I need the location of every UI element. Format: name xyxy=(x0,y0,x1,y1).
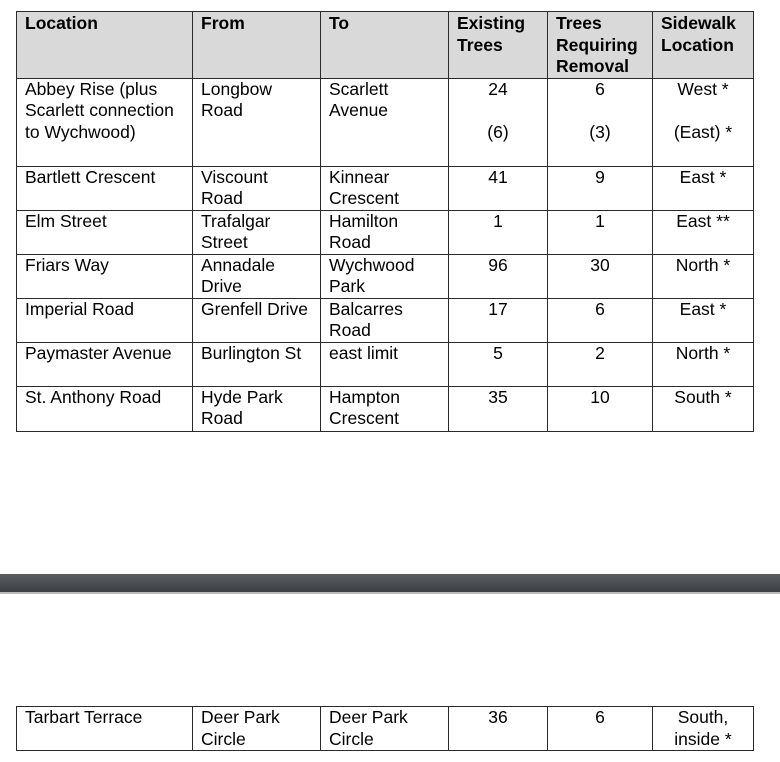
cell-existing-trees: 1 xyxy=(449,210,548,254)
cell-to: Scarlett Avenue xyxy=(321,78,449,166)
header-to: To xyxy=(321,12,449,79)
cell-existing-trees: 17 xyxy=(449,298,548,342)
cell-location: St. Anthony Road xyxy=(17,386,193,431)
header-location: Location xyxy=(17,12,193,79)
cell-trees-requiring-removal: 30 xyxy=(548,254,653,298)
table-row xyxy=(17,298,754,342)
cell-sidewalk-location: North * xyxy=(653,254,754,298)
cell-existing-trees: 41 xyxy=(449,166,548,210)
tree-inventory-table xyxy=(16,11,754,432)
cell-to: Hampton Crescent xyxy=(321,386,449,431)
cell-location: Paymaster Avenue xyxy=(17,342,193,386)
cell-location: Tarbart Terrace xyxy=(17,707,193,751)
cell-existing-trees: 36 xyxy=(449,707,548,751)
page-break-shadow xyxy=(0,592,780,594)
cell-trees-requiring-removal xyxy=(548,78,653,166)
cell-from: Longbow Road xyxy=(193,78,321,166)
cell-location: Abbey Rise (plus Scarlett connection to Wychwood) xyxy=(17,78,193,166)
cell-location: Bartlett Crescent xyxy=(17,166,193,210)
cell-to: Hamilton Road xyxy=(321,210,449,254)
cell-existing-trees: 96 xyxy=(449,254,548,298)
cell-from: Deer Park Circle xyxy=(193,707,321,751)
cell-existing-trees xyxy=(449,78,548,166)
cell-to: Balcarres Road xyxy=(321,298,449,342)
cell-sidewalk-location: East * xyxy=(653,166,754,210)
existing-trees-sub-value: (6) xyxy=(487,122,509,142)
table-row xyxy=(17,254,754,298)
cell-from: Hyde Park Road xyxy=(193,386,321,431)
removal-value: 6 xyxy=(595,78,605,99)
cell-trees-requiring-removal: 2 xyxy=(548,342,653,386)
cell-location: Friars Way xyxy=(17,254,193,298)
cell-sidewalk-location xyxy=(653,78,754,166)
cell-location: Elm Street xyxy=(17,210,193,254)
table-row xyxy=(17,707,754,751)
cell-to: Wychwood Park xyxy=(321,254,449,298)
cell-to: east limit xyxy=(321,342,449,386)
cell-trees-requiring-removal: 6 xyxy=(548,298,653,342)
cell-location: Imperial Road xyxy=(17,298,193,342)
cell-trees-requiring-removal: 6 xyxy=(548,707,653,751)
cell-to: Kinnear Crescent xyxy=(321,166,449,210)
header-existing-trees: Existing Trees xyxy=(449,12,548,79)
cell-sidewalk-location: North * xyxy=(653,342,754,386)
header-trees-requiring-removal: Trees Requiring Removal xyxy=(548,12,653,79)
header-sidewalk-location: Sidewalk Location xyxy=(653,12,754,79)
cell-existing-trees: 35 xyxy=(449,386,548,431)
table-row xyxy=(17,342,754,386)
table-row xyxy=(17,386,754,431)
cell-trees-requiring-removal: 1 xyxy=(548,210,653,254)
cell-sidewalk-location: East ** xyxy=(653,210,754,254)
cell-trees-requiring-removal: 10 xyxy=(548,386,653,431)
cell-from: Viscount Road xyxy=(193,166,321,210)
page-break-bar xyxy=(0,574,780,592)
table-row xyxy=(17,78,754,166)
tree-inventory-table-continued xyxy=(16,706,754,751)
table-header-row xyxy=(17,12,754,79)
cell-sidewalk-location: South * xyxy=(653,386,754,431)
removal-sub-value: (3) xyxy=(589,122,611,142)
sidewalk-sub-value: (East) * xyxy=(673,122,733,142)
cell-existing-trees: 5 xyxy=(449,342,548,386)
header-from: From xyxy=(193,12,321,79)
cell-from: Trafalgar Street xyxy=(193,210,321,254)
cell-to: Deer Park Circle xyxy=(321,707,449,751)
cell-trees-requiring-removal: 9 xyxy=(548,166,653,210)
sidewalk-value: West * xyxy=(677,78,729,99)
cell-sidewalk-location: South, inside * xyxy=(653,707,754,751)
cell-from: Burlington St xyxy=(193,342,321,386)
existing-trees-value: 24 xyxy=(488,78,508,99)
table-row xyxy=(17,210,754,254)
cell-sidewalk-location: East * xyxy=(653,298,754,342)
table-row xyxy=(17,166,754,210)
cell-from: Grenfell Drive xyxy=(193,298,321,342)
cell-from: Annadale Drive xyxy=(193,254,321,298)
